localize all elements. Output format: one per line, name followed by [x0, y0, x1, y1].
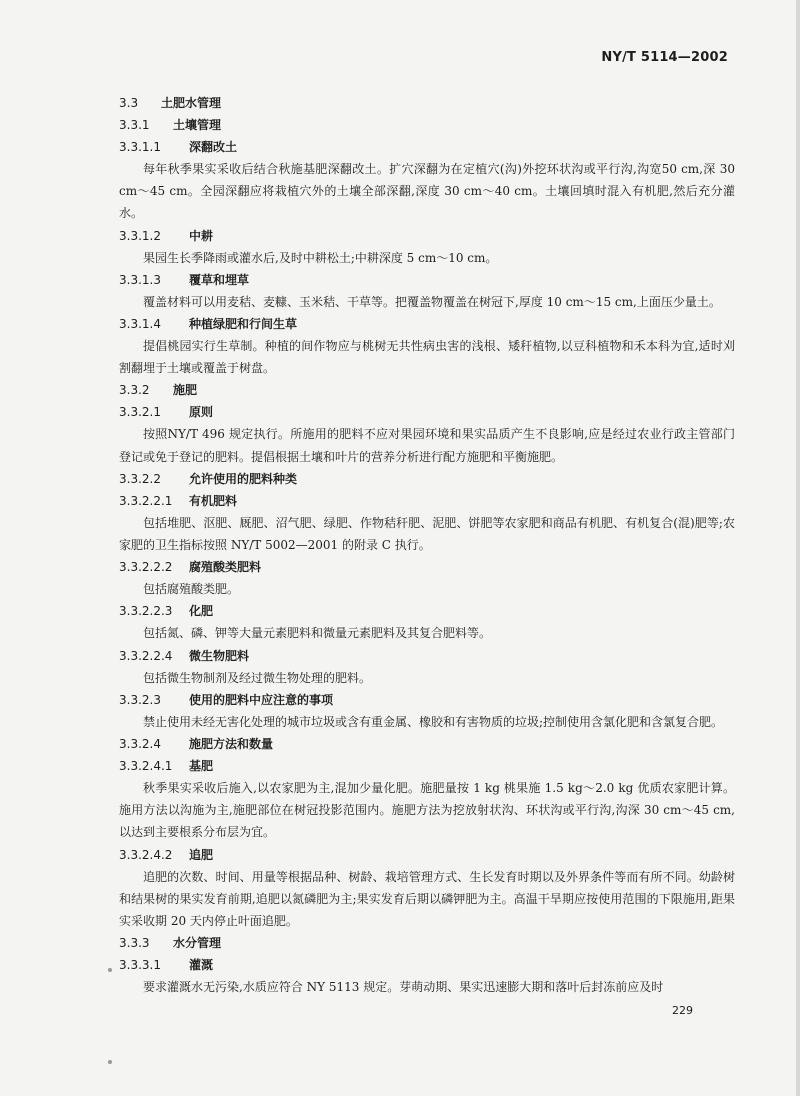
scan-speck — [108, 1060, 112, 1064]
section-number: 3.3.2.2.4 — [119, 648, 173, 663]
paragraph: 禁止使用未经无害化处理的城市垃圾或含有重金属、橡胶和有害物质的垃圾;控制使用含氯化肥和含氯复合肥。 — [143, 714, 724, 729]
section-title: 水分管理 — [173, 936, 222, 951]
section-number: 3.3.2.4.2 — [119, 847, 173, 862]
section-number: 3.3 — [119, 96, 139, 110]
section-heading — [119, 490, 735, 512]
paragraph: 每年秋季果实采收后结合秋施基肥深翻改土。扩穴深翻为在定植穴(沟)外挖环状沟或平行沟,沟宽50 cm,深 30 cm～45 cm。全园深翻应将栽植穴外的土壤全部深翻,深度 30 cm～40 cm。土壤回填时混入有机肥,然后充分灌水。 — [119, 162, 735, 221]
section-number: 3.3.2.1 — [119, 405, 161, 420]
section-title: 中耕 — [189, 228, 214, 243]
section-heading — [119, 468, 735, 490]
section-heading — [119, 755, 735, 777]
section-number: 3.3.2.4 — [119, 737, 161, 752]
page-number: 229 — [672, 1004, 693, 1017]
paragraph: 包括微生物制剂及经过微生物处理的肥料。 — [143, 670, 372, 685]
section-title: 土肥水管理 — [161, 96, 222, 110]
section-heading — [119, 600, 735, 622]
paragraph: 追肥的次数、时间、用量等根据品种、树龄、栽培管理方式、生长发育时期以及外界条件等而有所不同。幼龄树和结果树的果实发育前期,追肥以氮磷肥为主;果实发育后期以磷钾肥为主。高温干旱期应按使用范围的下限施用,距果实采收期 20 天内停止叶面追肥。 — [119, 869, 735, 929]
paragraph: 秋季果实采收后施入,以农家肥为主,混加少量化肥。施肥量按 1 kg 桃果施 1.5 kg～2.0 kg 优质农家肥计算。施用方法以沟施为主,施肥部位在树冠投影范围内。施肥方法为挖放射状沟、环状沟或平行沟,沟深 30 cm～45 cm,以达到主要根系分布层为宜。 — [119, 781, 735, 840]
paragraph: 覆盖材料可以用麦秸、麦糠、玉米秸、干草等。把覆盖物覆盖在树冠下,厚度 10 cm～15 cm,上面压少量土。 — [143, 294, 721, 309]
section-title: 微生物肥料 — [189, 648, 250, 663]
section-title: 原则 — [189, 405, 214, 420]
standard-number: NY/T 5114—2002 — [601, 50, 728, 65]
section-heading — [119, 92, 735, 114]
section-title: 使用的肥料中应注意的事项 — [189, 692, 334, 707]
section-number: 3.3.2.2.2 — [119, 560, 173, 575]
section-number: 3.3.1.4 — [119, 317, 161, 332]
section-heading — [119, 401, 735, 423]
scan-edge — [796, 0, 800, 1096]
section-heading — [119, 932, 735, 954]
section-title: 化肥 — [189, 604, 214, 619]
paragraph: 按照NY/T 496 规定执行。所施用的肥料不应对果园环境和果实品质产生不良影响,应是经过农业行政主管部门登记或免于登记的肥料。提倡根据土壤和叶片的营养分析进行配方施肥和平衡施肥。 — [119, 427, 735, 464]
section-title: 基肥 — [189, 759, 214, 774]
section-number: 3.3.2.2.3 — [119, 604, 173, 619]
section-heading — [119, 379, 735, 401]
section-number: 3.3.2.2.1 — [119, 493, 173, 508]
section-title: 允许使用的肥料种类 — [189, 471, 298, 486]
section-heading — [119, 954, 735, 976]
section-heading — [119, 689, 735, 711]
section-heading — [119, 269, 735, 291]
scan-speck — [108, 968, 112, 972]
section-title: 施肥方法和数量 — [189, 737, 274, 752]
section-heading — [119, 225, 735, 247]
paragraph: 包括堆肥、沤肥、厩肥、沼气肥、绿肥、作物秸秆肥、泥肥、饼肥等农家肥和商品有机肥、有机复合(混)肥等;农家肥的卫生指标按照 NY/T 5002—2001 的附录 C 执行。 — [119, 515, 735, 553]
section-number: 3.3.3 — [119, 936, 150, 951]
paragraph: 包括腐殖酸类肥。 — [143, 582, 240, 597]
section-number: 3.3.3.1 — [119, 958, 161, 973]
section-heading — [119, 645, 735, 667]
section-title: 种植绿肥和行间生草 — [189, 317, 298, 332]
paragraph: 要求灌溉水无污染,水质应符合 NY 5113 规定。芽萌动期、果实迅速膨大期和落叶后封冻前应及时 — [143, 980, 664, 995]
section-heading — [119, 556, 735, 578]
section-title: 有机肥料 — [189, 493, 238, 508]
section-title: 覆草和埋草 — [189, 272, 250, 287]
section-heading — [119, 844, 735, 866]
paragraph: 果园生长季降雨或灌水后,及时中耕松土;中耕深度 5 cm～10 cm。 — [143, 250, 498, 265]
section-number: 3.3.2.4.1 — [119, 759, 173, 774]
section-heading — [119, 313, 735, 335]
section-title: 施肥 — [173, 383, 198, 398]
section-number: 3.3.1 — [119, 118, 150, 132]
paragraph: 提倡桃园实行生草制。种植的间作物应与桃树无共性病虫害的浅根、矮秆植物,以豆科植物和禾本科为宜,适时刈割翻埋于土壤或覆盖于树盘。 — [119, 339, 735, 376]
section-heading — [119, 136, 735, 158]
paragraph: 包括氮、磷、钾等大量元素肥料和微量元素肥料及其复合肥料等。 — [143, 626, 492, 641]
section-title: 腐殖酸类肥料 — [189, 560, 262, 575]
section-title: 土壤管理 — [173, 118, 222, 132]
section-title: 灌溉 — [189, 958, 214, 973]
section-number: 3.3.2.2 — [119, 471, 161, 486]
section-heading — [119, 114, 735, 136]
section-number: 3.3.2 — [119, 383, 150, 398]
section-heading — [119, 733, 735, 755]
document-body — [119, 92, 735, 998]
section-number: 3.3.1.1 — [119, 140, 161, 154]
section-title: 深翻改土 — [189, 140, 238, 154]
section-number: 3.3.1.2 — [119, 228, 161, 243]
section-number: 3.3.2.3 — [119, 692, 161, 707]
section-number: 3.3.1.3 — [119, 272, 161, 287]
section-title: 追肥 — [189, 847, 214, 862]
